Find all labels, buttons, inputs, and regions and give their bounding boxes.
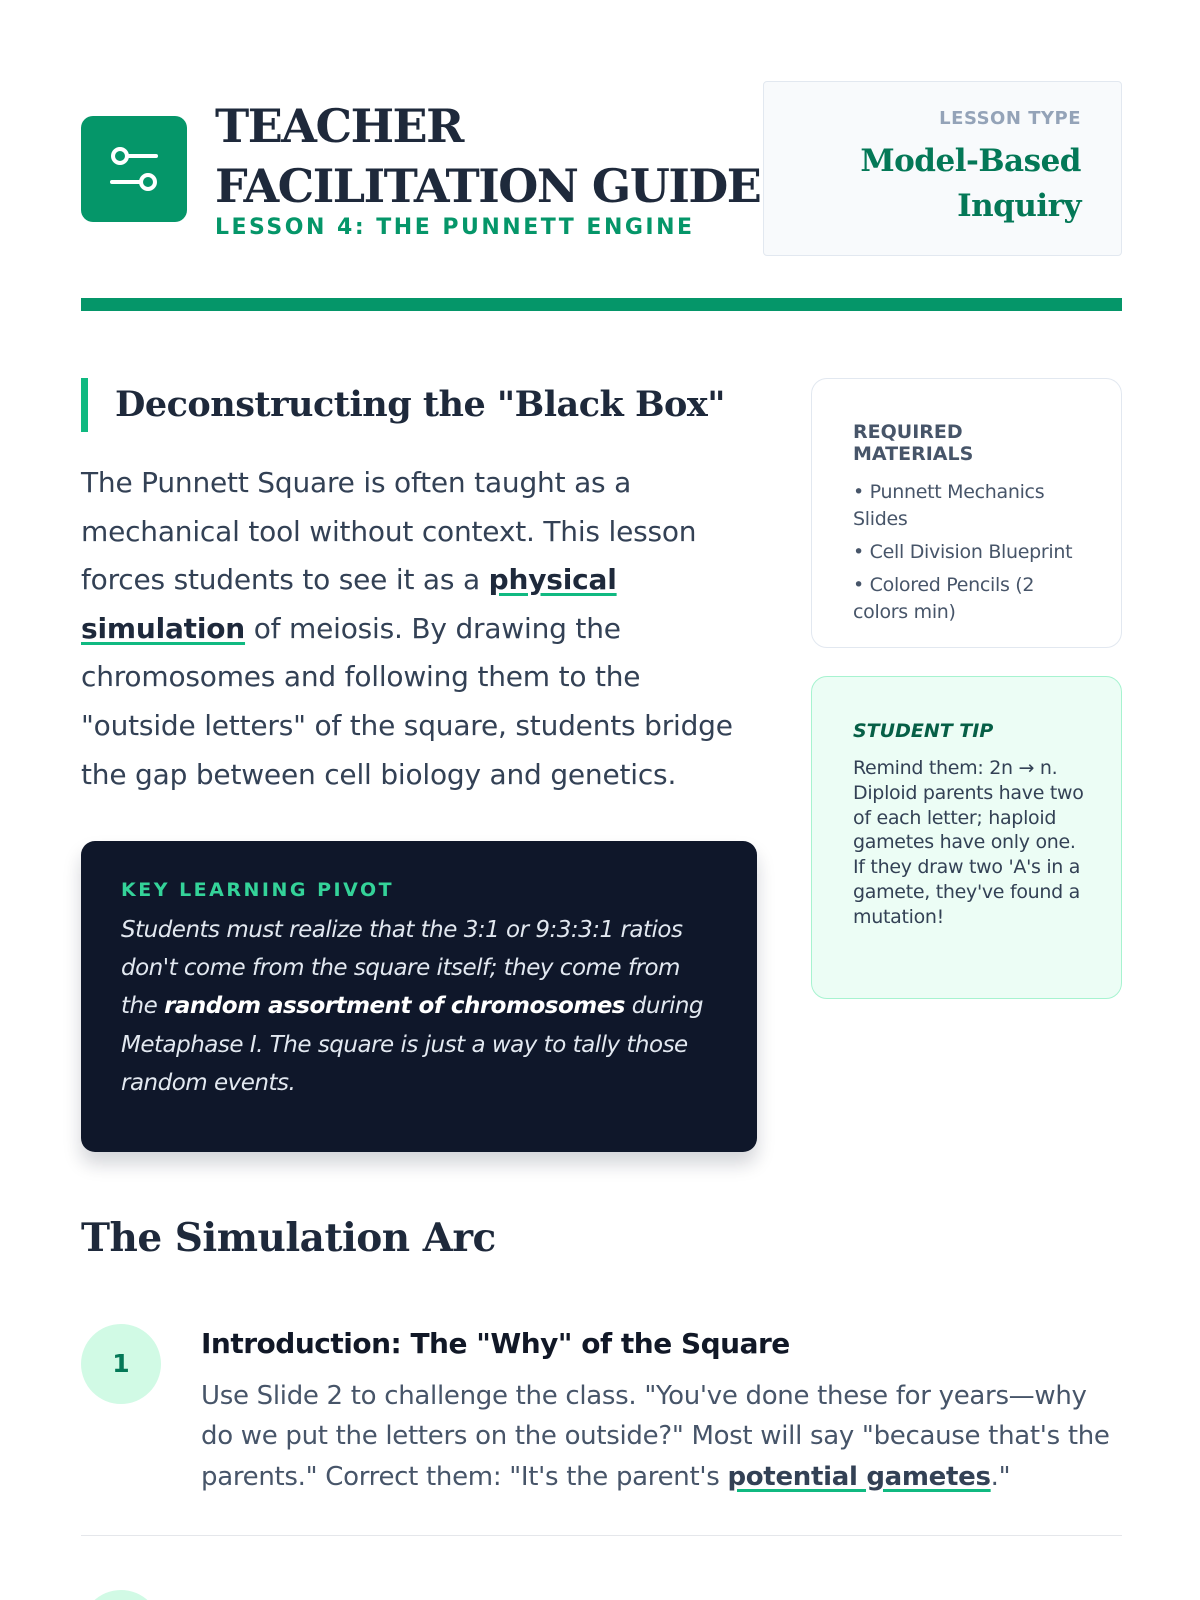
step-number-badge-partial <box>81 1590 161 1600</box>
sliders-icon <box>108 143 160 195</box>
materials-item: • Punnett Mechanics Slides <box>853 481 1045 530</box>
pivot-text-end: during Metaphase I. The square is just a way to tally those random events. <box>121 993 704 1096</box>
tip-text: Remind them: 2n → n. Diploid parents have two of each letter; haploid gametes have only one. If they draw two 'A's in a gamete, they've found a mutation! <box>853 757 1084 928</box>
step-body-emphasis: potential gametes <box>727 1461 991 1492</box>
key-learning-pivot-card <box>81 841 757 1152</box>
intro-emphasis: physical simulation <box>81 563 617 645</box>
pivot-emphasis: random assortment of chromosomes <box>164 993 625 1020</box>
intro-text-end: of meiosis. By drawing the chromosomes and following them to the "outside letters" of the square, students bridge the gap between cell biology and genetics. <box>81 611 733 791</box>
guide-page <box>81 0 1121 1600</box>
lesson-type-value: Model-Based Inquiry <box>860 143 1081 224</box>
intro-text-start: The Punnett Square is often taught as a mechanical tool without context. This lesson forces students to see it as a <box>81 466 697 597</box>
pivot-text-start: Students must realize that the 3:1 or 9:3:3:1 ratios don't come from the square itself; they come from the <box>121 917 683 1020</box>
student-tip-card <box>811 676 1122 999</box>
simulation-arc-heading: The Simulation Arc <box>81 1215 496 1261</box>
intro-paragraph <box>81 459 761 799</box>
pivot-label: KEY LEARNING PIVOT <box>121 879 395 901</box>
step-body-end: ." <box>990 1461 1011 1492</box>
lesson-type-label: LESSON TYPE <box>939 108 1081 129</box>
step-divider <box>81 1535 1122 1536</box>
lesson-type-card <box>763 81 1122 256</box>
section-heading: Deconstructing the "Black Box" <box>81 378 725 432</box>
step-body <box>201 1376 1121 1497</box>
pivot-text <box>121 911 719 1102</box>
materials-item: • Cell Division Blueprint <box>853 541 1073 563</box>
materials-list <box>853 479 1085 626</box>
tip-title: STUDENT TIP <box>853 720 994 742</box>
materials-title: REQUIRED MATERIALS <box>853 421 974 465</box>
required-materials-card <box>811 378 1122 648</box>
page-title: TEACHER FACILITATION GUIDE <box>215 99 761 213</box>
logo-badge <box>81 116 187 222</box>
step-number-badge: 1 <box>81 1324 161 1404</box>
step-title: Introduction: The "Why" of the Square <box>201 1327 790 1360</box>
header-divider <box>81 298 1122 311</box>
lesson-subtitle: LESSON 4: THE PUNNETT ENGINE <box>215 215 695 240</box>
step-body-start: Use Slide 2 to challenge the class. "You've done these for years—why do we put the letters on the outside?" Most will say "because that's the parents." Correct them: "It's the parent's <box>201 1381 1110 1492</box>
materials-item: • Colored Pencils (2 colors min) <box>853 574 1035 623</box>
